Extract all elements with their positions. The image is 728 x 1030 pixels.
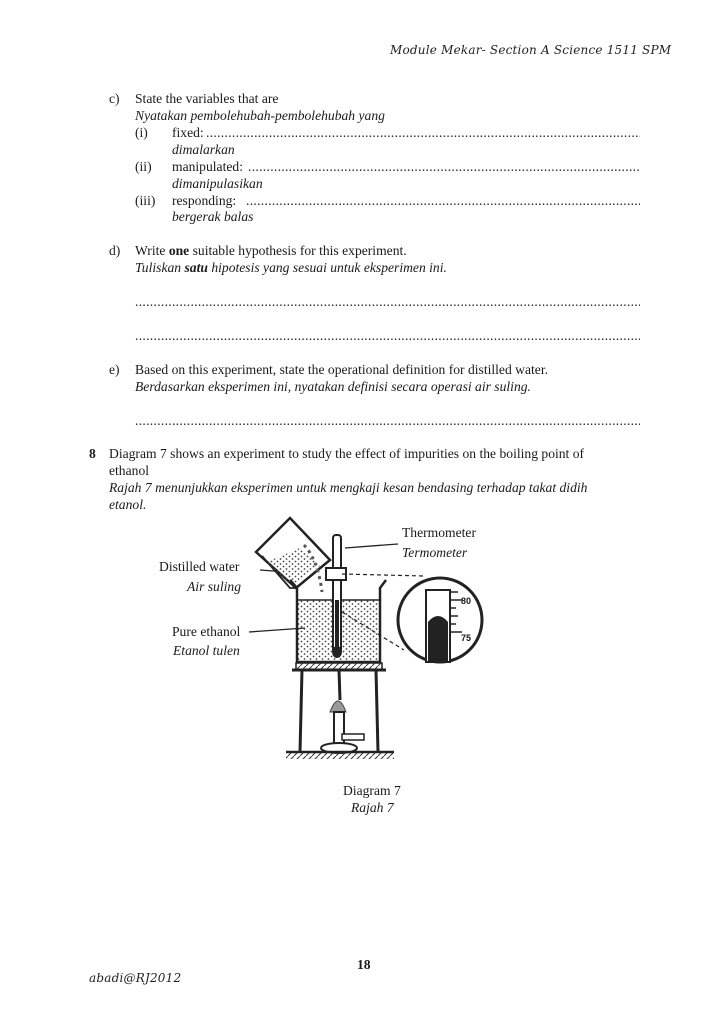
author-signature: abadi@RJ2012 [89,971,182,985]
question-8-text-my: Rajah 7 menunjukkan eksperimen untuk mengkaji kesan bendasing terhadap takat didih [109,480,588,495]
part-e-question-en: Based on this experiment, state the operational definition for distilled water. [135,362,548,377]
part-e-question-my: Berdasarkan eksperimen ini, nyatakan definisi secara operasi air suling. [135,379,531,394]
label-pure-ethanol-my: Etanol tulen [173,643,240,658]
part-c-item-number: (ii) [135,159,152,174]
part-d-question-my: Tuliskan satu hipotesis yang sesuai untuk eksperimen ini. [135,260,447,275]
bunsen-burner [321,701,364,753]
question-8-text-en: Diagram 7 shows an experiment to study the effect of impurities on the boiling point of [109,446,585,461]
part-c-item-label: responding: [172,193,237,208]
label-pure-ethanol: Pure ethanol [172,624,241,639]
bench [286,752,394,759]
scale-label-upper: 80 [461,596,472,606]
part-c-label: c) [109,91,120,106]
diagram-caption: Diagram 7 [343,783,401,798]
diagram-caption-my: Rajah 7 [351,800,394,815]
part-c-item-label-my: dimalarkan [172,142,235,157]
part-c-item-label: manipulated: [172,159,243,174]
part-d-question-en: Write one suitable hypothesis for this experiment. [135,243,407,258]
part-c-question-my: Nyatakan pembolehubah-pembolehubah yang [135,108,385,123]
question-number: 8 [89,446,96,461]
label-thermometer-my: Termometer [402,545,468,560]
part-c-item-number: (iii) [135,193,156,208]
question-8-text-en-cont: ethanol [109,463,150,478]
label-distilled-water-my: Air suling [187,579,242,594]
label-thermometer: Thermometer [402,525,476,540]
part-c-item-number: (i) [135,125,148,140]
page-number: 18 [357,957,371,972]
part-d-label: d) [109,243,121,258]
page-header: Module Mekar- Section A Science 1511 SPM [390,43,672,57]
part-c-item-label: fixed: [172,125,204,140]
part-c-item-label-my: bergerak balas [172,209,254,224]
scale-label-lower: 75 [461,633,472,643]
part-c-item-label-my: dimanipulasikan [172,176,263,191]
question-8-text-my-cont: etanol. [109,497,147,512]
label-distilled-water: Distilled water [159,559,240,574]
magnified-scale [398,578,482,662]
part-e-label: e) [109,362,120,377]
part-c-question-en: State the variables that are [135,91,279,106]
